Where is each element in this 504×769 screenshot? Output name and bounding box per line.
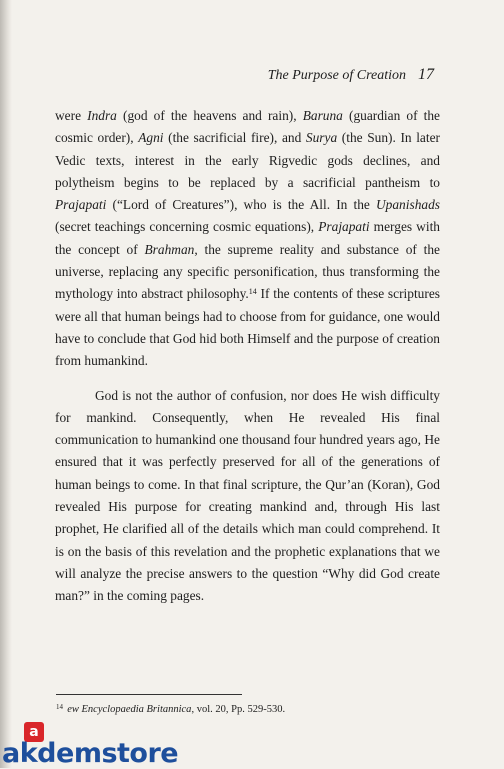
term-prajapati: Prajapati [55, 197, 107, 213]
footnote-rule [56, 694, 242, 695]
page-gutter-shadow [0, 0, 12, 768]
text-run: (“Lord of Creatures”), who is the All. In the [106, 197, 376, 213]
running-head-title: The Purpose of Creation [267, 68, 406, 83]
text-run: (guardian of the cosmic order), [55, 108, 440, 146]
footnote-source-title: ew Encyclopaedia Britannica [67, 704, 192, 715]
term-agni: Agni [138, 130, 164, 146]
text-run: (god of the heavens and rain), [116, 108, 303, 123]
term-upanishads: Upanishads [376, 197, 440, 213]
footnote-number: 14 [56, 703, 63, 711]
store-logo-text: akdemstore [2, 738, 179, 769]
term-indra: Indra [87, 108, 117, 123]
term-prajapati: Prajapati [318, 219, 370, 235]
term-brahman: Brahman [144, 241, 195, 257]
text-run: (the sacrificial fire), and [163, 130, 306, 146]
paragraph-2: God is not the author of confusion, nor does He wish difficulty for mankind. Consequently, when He revealed His final communication to humankind one thousand four hundred years ago, He ensured that it was perfectly preserved for all of the generations of human beings to come. In that final scripture, the Qur’an (Koran), God revealed His purpose for creating mankind and, through His last prophet, He clarified all of the details which man could comprehend. It is on the basis of this revelation and the prophetic explanations that we will analyze the precise answers to the question “Why did God create man?” in the coming pages. [55, 387, 440, 604]
footnote-citation: , vol. 20, Pp. 529-530. [191, 704, 286, 715]
body-text [55, 105, 440, 608]
text-run: (secret teachings concerning cosmic equations), [55, 219, 319, 235]
store-watermark [0, 722, 179, 769]
paragraph-1 [55, 105, 440, 373]
text-run: merges with the concept of [55, 219, 440, 257]
store-logo-letter: a [29, 724, 39, 740]
page-number: 17 [418, 66, 434, 83]
term-baruna: Baruna [302, 108, 343, 123]
footnote [56, 703, 436, 717]
running-head [268, 66, 434, 84]
term-surya: Surya [305, 130, 338, 146]
text-run: If the contents of these scriptures were all that human beings had to choose from for guidance, one would have to conclude that God hid both Himself and the purpose of creation from humankind. [55, 286, 440, 369]
text-run: were [55, 108, 88, 123]
text-run: , the supreme reality and substance of the universe, replacing any specific personification, thus transforming the mythology into abstract philosophy. [55, 241, 440, 302]
text-run: (the Sun). In later Vedic texts, interest in the early Rigvedic gods declines, and polytheism begins to be replaced by a sacrificial pantheism to [55, 130, 441, 190]
footnote-marker: 14 [248, 287, 257, 297]
